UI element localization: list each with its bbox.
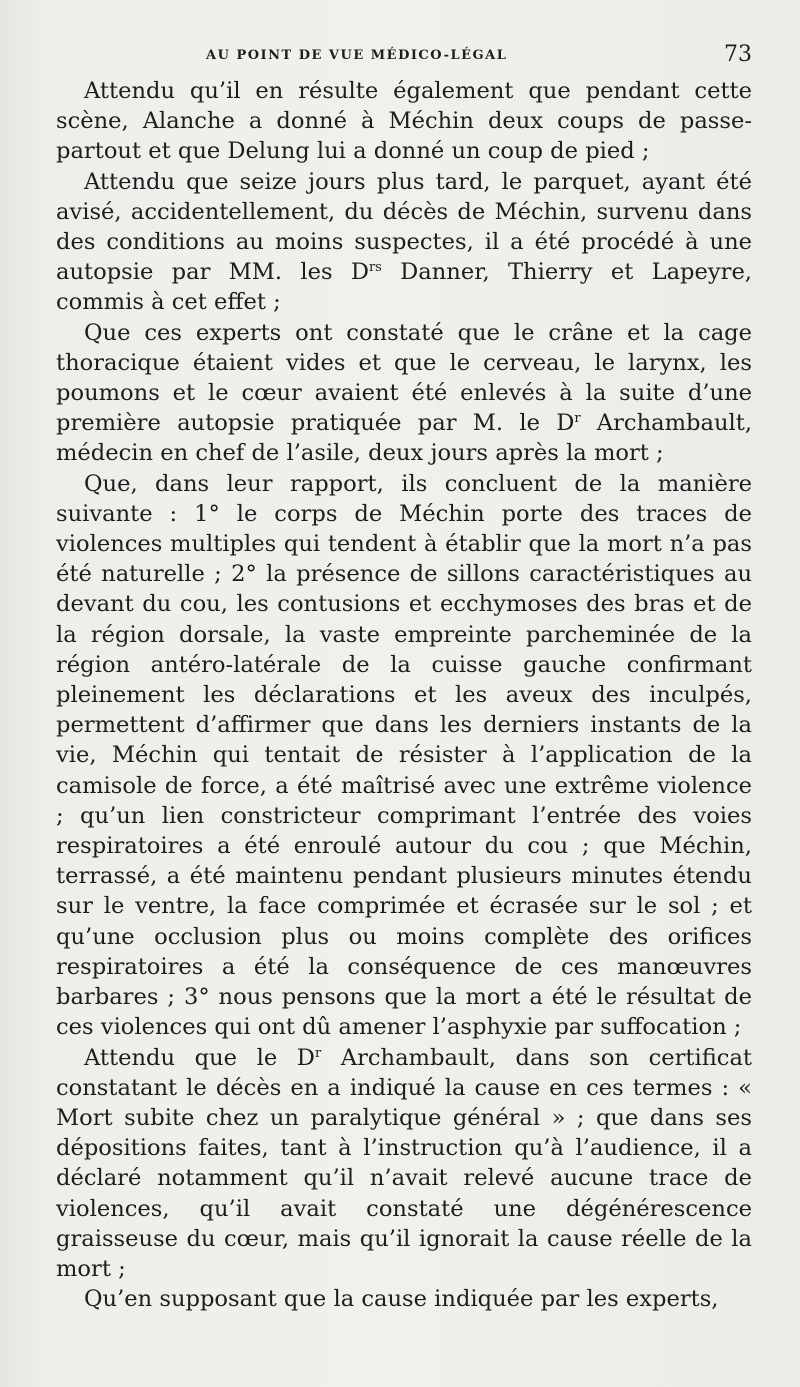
page-header xyxy=(206,40,752,76)
paragraph-text: Attendu qu’il en résulte également que pendant cette scène, Alanche a donné à Méchin deux coups de passe-partout et que Delung lui a donné un coup de pied ; xyxy=(56,78,752,165)
superscript: rs xyxy=(368,260,382,276)
paragraph xyxy=(56,167,752,318)
page-number: 73 xyxy=(724,42,752,67)
paragraph xyxy=(56,76,752,167)
paragraph-text: Attendu que le D xyxy=(84,1044,315,1071)
paragraph-text: Danner, Thierry et Lapeyre, commis à cet effet ; xyxy=(56,259,752,316)
paragraph xyxy=(56,469,752,1043)
paragraph-text: Attendu que seize jours plus tard, le parquet, ayant été avisé, accidentellement, du décès de Méchin, survenu dans des conditions au moins suspectes, il a été procédé à une autopsie par MM. les D xyxy=(56,168,752,286)
paragraph-text: Archambault, médecin en chef de l’asile, deux jours après la mort ; xyxy=(56,410,752,467)
paragraph-text: Archambault, dans son certificat constatant le décès en a indiqué la cause en ces termes : « Mort subite chez un paralytique général » ; que dans ses dépositions faites, tant à l’instruction qu’à l’audience, il a déclaré notamment qu’il n’avait relevé aucune trace de violences, qu’il avait constaté une dégénérescence graisseuse du cœur, mais qu’il ignorait la cause réelle de la mort ; xyxy=(56,1044,752,1282)
superscript: r xyxy=(574,411,581,427)
paragraph xyxy=(56,1043,752,1285)
paragraph-text: Que, dans leur rapport, ils concluent de la manière suivante : 1° le corps de Méchin porte des traces de violences multiples qui tendent à établir que la mort n’a pas été naturelle ; 2° la présence de sillons caractéristiques au devant du cou, les contusions et ecchymoses des bras et de la région dorsale, la vaste empreinte parcheminée de la région antéro-latérale de la cuisse gauche confirmant pleinement les déclarations et les aveux des inculpés, permettent d’affirmer que dans les derniers instants de la vie, Méchin qui tentait de résister à l’application de la camisole de force, a été maîtrisé avec une extrême violence ; qu’un lien constricteur comprimant l’entrée des voies respiratoires a été enroulé autour du cou ; que Méchin, terrassé, a été maintenu pendant plusieurs minutes étendu sur le ventre, la face comprimée et écrasée sur le sol ; et qu’une occlusion plus ou moins complète des orifices respiratoires a été la conséquence de ces manœuvres barbares ; 3° nous pensons que la mort a été le résultat de ces violences qui ont dû amener l’asphyxie par suffocation ; xyxy=(56,470,752,1041)
paragraph-text: Que ces experts ont constaté que le crâne et la cage thoracique étaient vides et que le cerveau, le larynx, les poumons et le cœur avaient été enlevés à la suite d’une première autopsie pratiquée par M. le D xyxy=(56,319,752,437)
paragraph-text: Qu’en supposant que la cause indiquée par les experts, xyxy=(84,1286,719,1313)
body-text xyxy=(56,76,752,1314)
superscript: r xyxy=(314,1045,322,1061)
running-title: AU POINT DE VUE MÉDICO-LÉGAL xyxy=(206,48,508,63)
paragraph xyxy=(56,1284,752,1314)
paragraph xyxy=(56,318,752,469)
